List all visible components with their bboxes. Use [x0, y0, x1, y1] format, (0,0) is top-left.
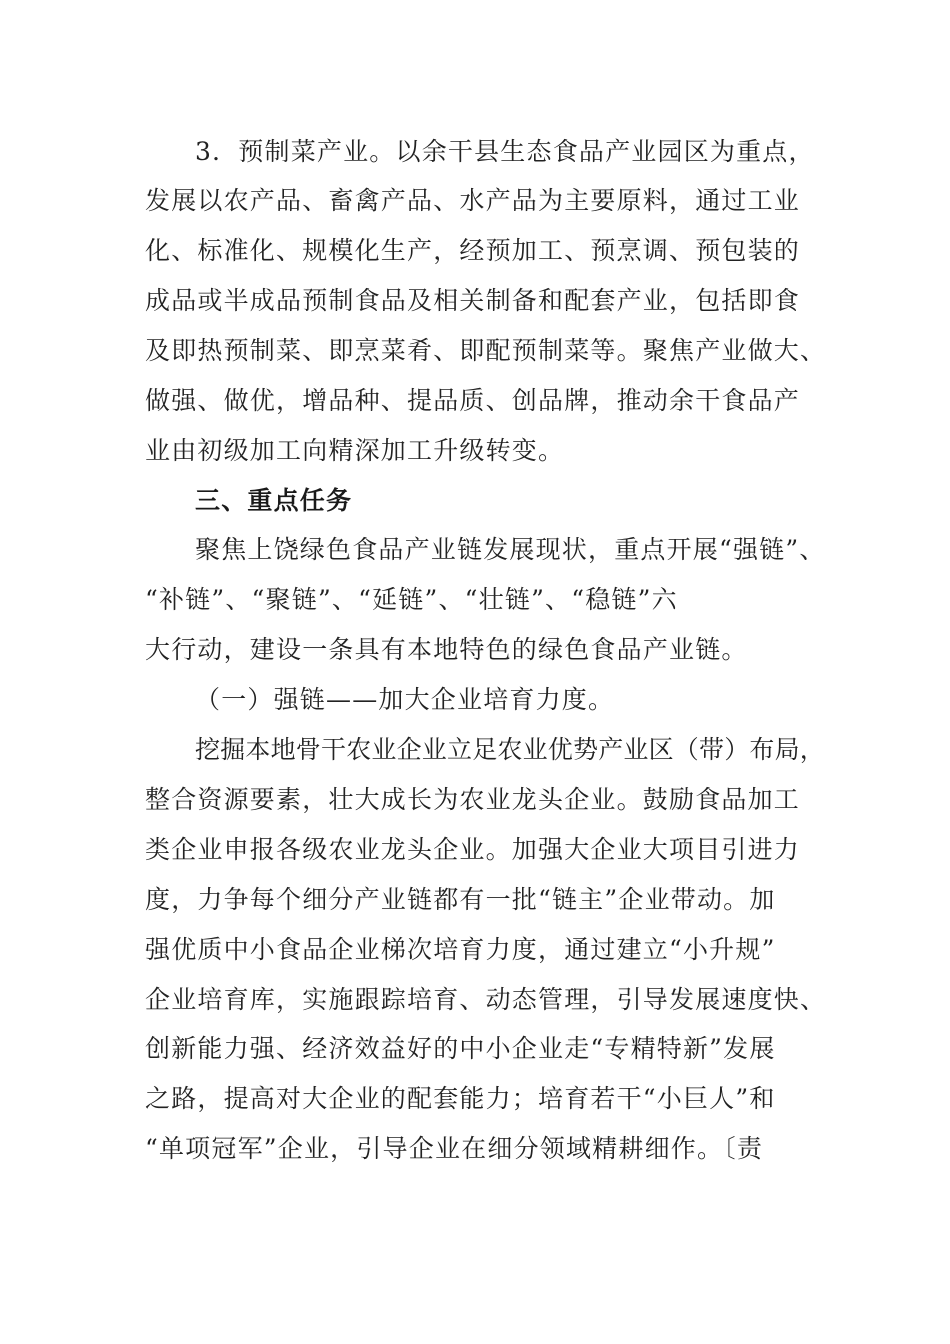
paragraph-line: 成品或半成品预制食品及相关制备和配套产业，包括即食 — [145, 286, 801, 315]
paragraph-line: 挖掘本地骨干农业企业立足农业优势产业区（带）布局， — [195, 735, 826, 764]
paragraph-line: 大行动，建设一条具有本地特色的绿色食品产业链。 — [145, 635, 748, 664]
paragraph-line: “补链”、“聚链”、“延链”、“壮链”、“稳链”六 — [145, 585, 678, 614]
paragraph-line: 之路，提高对大企业的配套能力；培育若干“小巨人”和 — [145, 1084, 776, 1113]
paragraph-line: 发展以农产品、畜禽产品、水产品为主要原料，通过工业 — [145, 186, 801, 215]
paragraph-line: 类企业申报各级农业龙头企业。加强大企业大项目引进力 — [145, 835, 801, 864]
paragraph-line: “单项冠军”企业，引导企业在细分领域精耕细作。〔责 — [145, 1134, 764, 1163]
paragraph-line: 业由初级加工向精深加工升级转变。 — [145, 436, 565, 465]
paragraph-line: 企业培育库，实施跟踪培育、动态管理，引导发展速度快、 — [145, 985, 827, 1014]
paragraph-line: 度，力争每个细分产业链都有一批“链主”企业带动。加 — [145, 885, 776, 914]
paragraph-line: 3．预制菜产业。以余干县生态食品产业园区为重点， — [195, 137, 815, 166]
paragraph-line: 强优质中小食品企业梯次培育力度，通过建立“小升规” — [145, 935, 776, 964]
paragraph-line: 做强、做优，增品种、提品质、创品牌，推动余干食品产 — [145, 386, 801, 415]
paragraph-line: 整合资源要素，壮大成长为农业龙头企业。鼓励食品加工 — [145, 785, 801, 814]
subsection-heading: （一）强链——加大企业培育力度。 — [195, 685, 615, 714]
paragraph-line: 化、标准化、规模化生产，经预加工、预烹调、预包装的 — [145, 236, 801, 265]
paragraph-line: 及即热预制菜、即烹菜肴、即配预制菜等。聚焦产业做大、 — [145, 336, 827, 365]
paragraph-line: 创新能力强、经济效益好的中小企业走“专精特新”发展 — [145, 1034, 776, 1063]
section-heading: 三、重点任务 — [195, 486, 353, 515]
paragraph-line: 聚焦上饶绿色食品产业链发展现状，重点开展“强链”、 — [195, 535, 826, 564]
